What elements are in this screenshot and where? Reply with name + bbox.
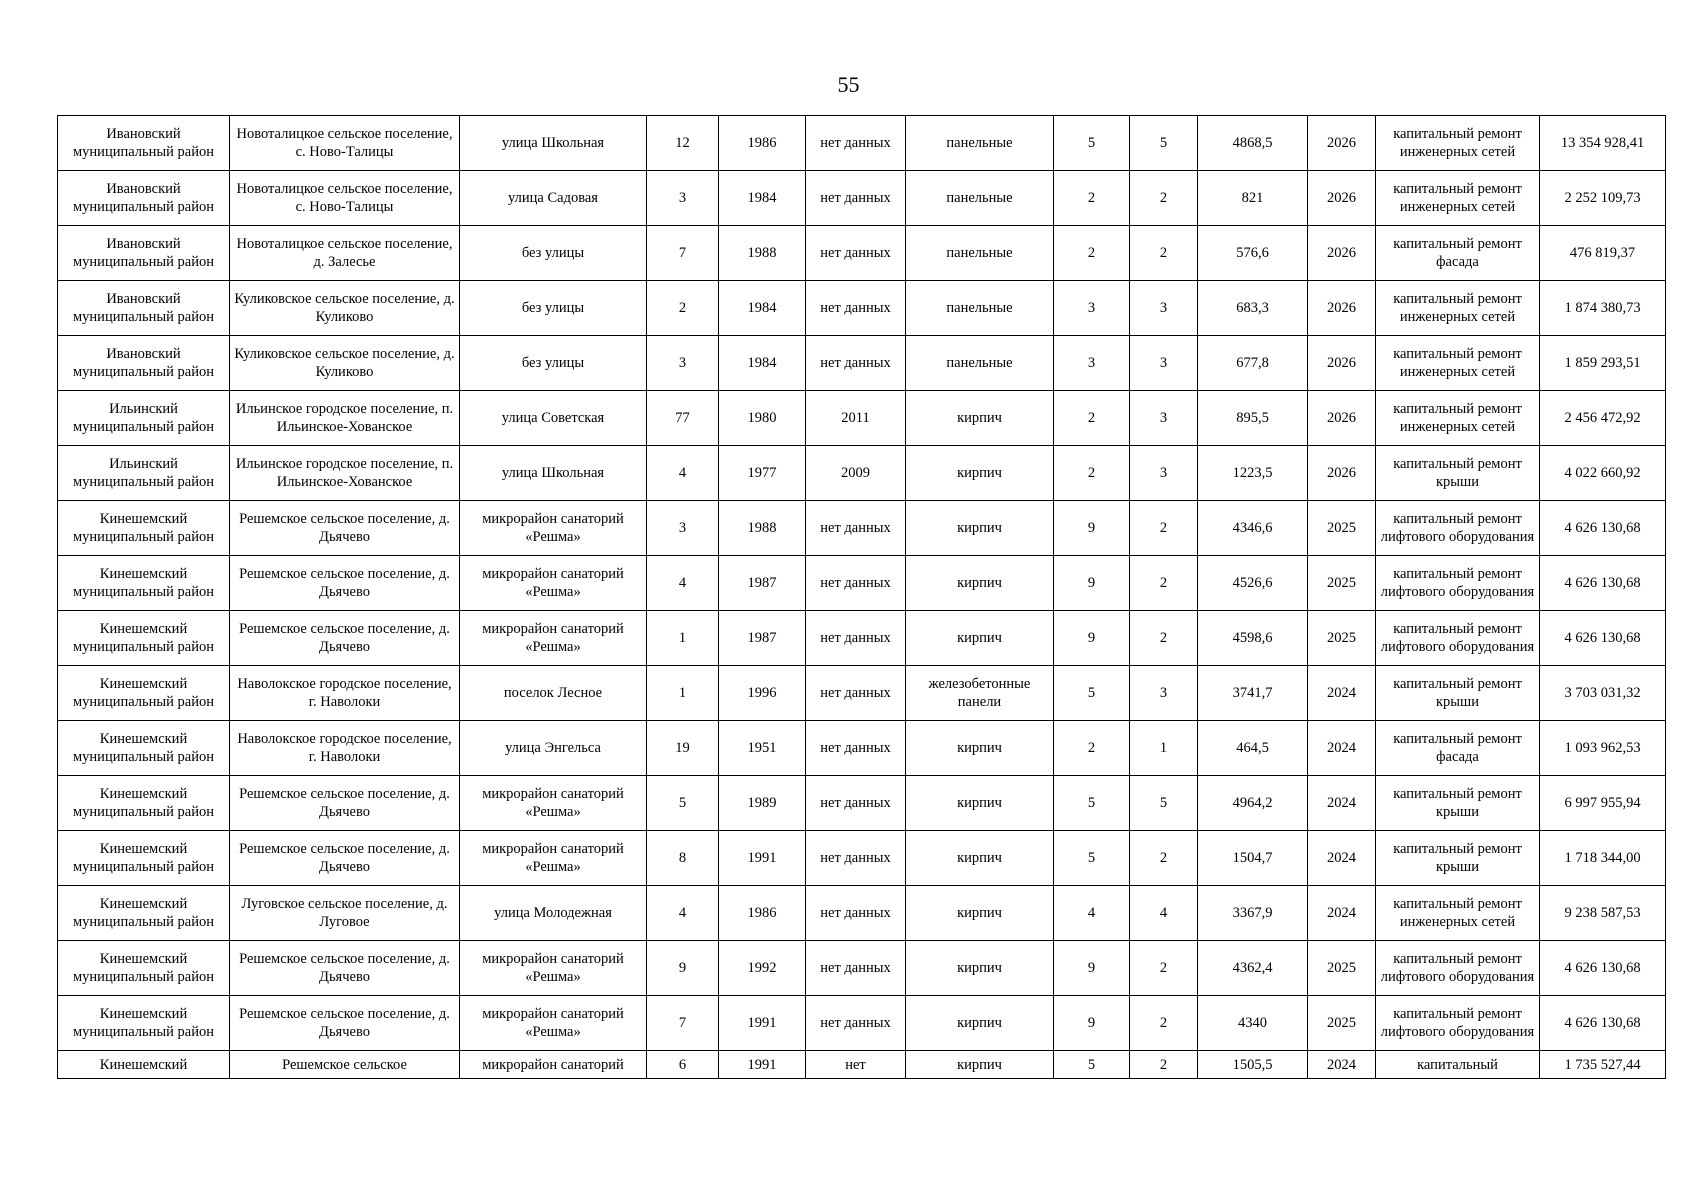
cell-plan-year: 2024 <box>1308 886 1376 941</box>
table-row <box>58 116 1666 171</box>
table-row <box>58 886 1666 941</box>
cell-cost: 4 626 130,68 <box>1540 941 1666 996</box>
cell-cost: 4 022 660,92 <box>1540 446 1666 501</box>
table-row <box>58 1051 1666 1079</box>
cell-cost: 476 819,37 <box>1540 226 1666 281</box>
cell-street: микрорайон санаторий «Решма» <box>460 831 647 886</box>
cell-settlement: Решемское сельское поселение, д. Дьячево <box>230 776 460 831</box>
cell-plan-year: 2026 <box>1308 446 1376 501</box>
cell-plan-year: 2025 <box>1308 941 1376 996</box>
cell-entrances: 3 <box>1130 391 1198 446</box>
table-row <box>58 226 1666 281</box>
cell-area: 4340 <box>1198 996 1308 1051</box>
cell-year-overhaul: нет данных <box>806 281 906 336</box>
cell-year-overhaul: нет данных <box>806 996 906 1051</box>
cell-work-type: капитальный ремонт фасада <box>1376 721 1540 776</box>
cell-floors: 2 <box>1054 226 1130 281</box>
cell-floors: 5 <box>1054 831 1130 886</box>
cell-plan-year: 2024 <box>1308 666 1376 721</box>
cell-settlement: Наволокское городское поселение, г. Наволоки <box>230 721 460 776</box>
cell-area: 4346,6 <box>1198 501 1308 556</box>
cell-year-built: 1980 <box>719 391 806 446</box>
cell-house: 3 <box>647 171 719 226</box>
cell-wall-material: железобетонные панели <box>906 666 1054 721</box>
cell-street: микрорайон санаторий «Решма» <box>460 996 647 1051</box>
cell-house: 2 <box>647 281 719 336</box>
cell-area: 821 <box>1198 171 1308 226</box>
cell-district: Кинешемский муниципальный район <box>58 501 230 556</box>
cell-entrances: 2 <box>1130 501 1198 556</box>
cell-wall-material: кирпич <box>906 941 1054 996</box>
cell-cost: 1 718 344,00 <box>1540 831 1666 886</box>
cell-year-built: 1986 <box>719 886 806 941</box>
cell-area: 4598,6 <box>1198 611 1308 666</box>
table-row <box>58 996 1666 1051</box>
cell-settlement: Ильинское городское поселение, п. Ильинское-Хованское <box>230 391 460 446</box>
cell-floors: 3 <box>1054 281 1130 336</box>
cell-settlement: Решемское сельское поселение, д. Дьячево <box>230 831 460 886</box>
cell-plan-year: 2026 <box>1308 336 1376 391</box>
cell-area: 1223,5 <box>1198 446 1308 501</box>
cell-entrances: 2 <box>1130 996 1198 1051</box>
cell-year-overhaul: 2011 <box>806 391 906 446</box>
cell-area: 464,5 <box>1198 721 1308 776</box>
cell-area: 3367,9 <box>1198 886 1308 941</box>
cell-wall-material: панельные <box>906 171 1054 226</box>
cell-street: улица Школьная <box>460 446 647 501</box>
cell-entrances: 3 <box>1130 281 1198 336</box>
cell-settlement: Решемское сельское поселение, д. Дьячево <box>230 996 460 1051</box>
cell-district: Кинешемский муниципальный район <box>58 721 230 776</box>
cell-work-type: капитальный ремонт крыши <box>1376 446 1540 501</box>
cell-house: 19 <box>647 721 719 776</box>
cell-floors: 9 <box>1054 611 1130 666</box>
cell-wall-material: кирпич <box>906 886 1054 941</box>
cell-cost: 1 859 293,51 <box>1540 336 1666 391</box>
cell-work-type: капитальный ремонт инженерных сетей <box>1376 336 1540 391</box>
table-row <box>58 446 1666 501</box>
cell-district: Кинешемский муниципальный район <box>58 996 230 1051</box>
cell-work-type: капитальный ремонт инженерных сетей <box>1376 116 1540 171</box>
cell-street: улица Молодежная <box>460 886 647 941</box>
cell-entrances: 2 <box>1130 831 1198 886</box>
cell-street: микрорайон санаторий «Решма» <box>460 501 647 556</box>
cell-work-type: капитальный ремонт лифтового оборудования <box>1376 996 1540 1051</box>
cell-area: 4362,4 <box>1198 941 1308 996</box>
cell-cost: 6 997 955,94 <box>1540 776 1666 831</box>
cell-entrances: 2 <box>1130 171 1198 226</box>
cell-floors: 2 <box>1054 721 1130 776</box>
cell-work-type: капитальный ремонт крыши <box>1376 776 1540 831</box>
cell-plan-year: 2026 <box>1308 391 1376 446</box>
cell-floors: 2 <box>1054 446 1130 501</box>
cell-house: 7 <box>647 226 719 281</box>
housing-repair-table <box>57 115 1666 1079</box>
cell-street: без улицы <box>460 281 647 336</box>
cell-area: 1505,5 <box>1198 1051 1308 1079</box>
cell-cost: 4 626 130,68 <box>1540 996 1666 1051</box>
cell-entrances: 3 <box>1130 446 1198 501</box>
table-row <box>58 556 1666 611</box>
cell-settlement: Куликовское сельское поселение, д. Куликово <box>230 281 460 336</box>
table-row <box>58 776 1666 831</box>
cell-entrances: 5 <box>1130 116 1198 171</box>
cell-wall-material: кирпич <box>906 1051 1054 1079</box>
cell-cost: 2 252 109,73 <box>1540 171 1666 226</box>
table-row <box>58 941 1666 996</box>
cell-district: Ивановский муниципальный район <box>58 336 230 391</box>
cell-wall-material: панельные <box>906 226 1054 281</box>
cell-cost: 4 626 130,68 <box>1540 556 1666 611</box>
cell-wall-material: кирпич <box>906 831 1054 886</box>
cell-district: Ивановский муниципальный район <box>58 281 230 336</box>
cell-plan-year: 2024 <box>1308 1051 1376 1079</box>
cell-year-built: 1987 <box>719 556 806 611</box>
cell-settlement: Новоталицкое сельское поселение, с. Ново-Талицы <box>230 171 460 226</box>
cell-year-overhaul: нет данных <box>806 556 906 611</box>
cell-floors: 5 <box>1054 1051 1130 1079</box>
cell-street: микрорайон санаторий «Решма» <box>460 941 647 996</box>
cell-work-type: капитальный ремонт инженерных сетей <box>1376 391 1540 446</box>
cell-house: 1 <box>647 611 719 666</box>
cell-cost: 4 626 130,68 <box>1540 611 1666 666</box>
cell-district: Кинешемский муниципальный район <box>58 666 230 721</box>
cell-work-type: капитальный ремонт инженерных сетей <box>1376 281 1540 336</box>
cell-floors: 3 <box>1054 336 1130 391</box>
cell-settlement: Новоталицкое сельское поселение, д. Залесье <box>230 226 460 281</box>
cell-area: 677,8 <box>1198 336 1308 391</box>
cell-floors: 2 <box>1054 171 1130 226</box>
cell-street: улица Советская <box>460 391 647 446</box>
cell-house: 6 <box>647 1051 719 1079</box>
cell-year-overhaul: нет данных <box>806 116 906 171</box>
cell-street: микрорайон санаторий «Решма» <box>460 776 647 831</box>
page-number: 55 <box>837 72 860 97</box>
cell-house: 4 <box>647 446 719 501</box>
cell-floors: 5 <box>1054 666 1130 721</box>
cell-street: без улицы <box>460 226 647 281</box>
cell-work-type: капитальный ремонт крыши <box>1376 831 1540 886</box>
cell-district: Ивановский муниципальный район <box>58 171 230 226</box>
cell-area: 576,6 <box>1198 226 1308 281</box>
cell-work-type: капитальный ремонт инженерных сетей <box>1376 886 1540 941</box>
cell-year-overhaul: нет <box>806 1051 906 1079</box>
cell-house: 3 <box>647 501 719 556</box>
cell-settlement: Решемское сельское поселение, д. Дьячево <box>230 611 460 666</box>
cell-year-built: 1984 <box>719 281 806 336</box>
cell-street: улица Школьная <box>460 116 647 171</box>
cell-house: 8 <box>647 831 719 886</box>
cell-plan-year: 2026 <box>1308 281 1376 336</box>
cell-year-overhaul: нет данных <box>806 666 906 721</box>
cell-district: Кинешемский муниципальный район <box>58 831 230 886</box>
cell-plan-year: 2024 <box>1308 831 1376 886</box>
cell-cost: 2 456 472,92 <box>1540 391 1666 446</box>
cell-plan-year: 2025 <box>1308 556 1376 611</box>
cell-plan-year: 2026 <box>1308 116 1376 171</box>
cell-plan-year: 2026 <box>1308 171 1376 226</box>
cell-year-built: 1984 <box>719 171 806 226</box>
cell-year-overhaul: нет данных <box>806 336 906 391</box>
cell-entrances: 3 <box>1130 666 1198 721</box>
cell-street: улица Садовая <box>460 171 647 226</box>
cell-entrances: 2 <box>1130 611 1198 666</box>
cell-area: 683,3 <box>1198 281 1308 336</box>
cell-street: улица Энгельса <box>460 721 647 776</box>
cell-year-overhaul: нет данных <box>806 226 906 281</box>
cell-work-type: капитальный ремонт фасада <box>1376 226 1540 281</box>
cell-settlement: Наволокское городское поселение, г. Наволоки <box>230 666 460 721</box>
cell-year-built: 1984 <box>719 336 806 391</box>
cell-year-built: 1988 <box>719 501 806 556</box>
cell-wall-material: кирпич <box>906 446 1054 501</box>
cell-year-overhaul: 2009 <box>806 446 906 501</box>
table-row <box>58 336 1666 391</box>
cell-district: Ивановский муниципальный район <box>58 116 230 171</box>
cell-cost: 1 874 380,73 <box>1540 281 1666 336</box>
cell-cost: 13 354 928,41 <box>1540 116 1666 171</box>
cell-floors: 9 <box>1054 556 1130 611</box>
cell-plan-year: 2025 <box>1308 996 1376 1051</box>
cell-entrances: 3 <box>1130 336 1198 391</box>
cell-year-overhaul: нет данных <box>806 831 906 886</box>
cell-work-type: капитальный ремонт лифтового оборудования <box>1376 611 1540 666</box>
cell-settlement: Новоталицкое сельское поселение, с. Ново-Талицы <box>230 116 460 171</box>
cell-settlement: Решемское сельское поселение, д. Дьячево <box>230 941 460 996</box>
cell-year-built: 1991 <box>719 831 806 886</box>
cell-wall-material: кирпич <box>906 721 1054 776</box>
cell-street: поселок Лесное <box>460 666 647 721</box>
cell-entrances: 4 <box>1130 886 1198 941</box>
cell-work-type: капитальный ремонт лифтового оборудования <box>1376 941 1540 996</box>
cell-entrances: 1 <box>1130 721 1198 776</box>
cell-year-built: 1986 <box>719 116 806 171</box>
cell-year-overhaul: нет данных <box>806 611 906 666</box>
cell-area: 4964,2 <box>1198 776 1308 831</box>
cell-street: микрорайон санаторий «Решма» <box>460 611 647 666</box>
cell-floors: 2 <box>1054 391 1130 446</box>
cell-settlement: Решемское сельское поселение, д. Дьячево <box>230 501 460 556</box>
cell-wall-material: кирпич <box>906 776 1054 831</box>
cell-street: микрорайон санаторий <box>460 1051 647 1079</box>
cell-year-built: 1989 <box>719 776 806 831</box>
cell-year-built: 1977 <box>719 446 806 501</box>
table-row <box>58 831 1666 886</box>
cell-wall-material: кирпич <box>906 391 1054 446</box>
cell-year-built: 1987 <box>719 611 806 666</box>
cell-settlement: Решемское сельское поселение, д. Дьячево <box>230 556 460 611</box>
cell-year-overhaul: нет данных <box>806 941 906 996</box>
cell-cost: 1 735 527,44 <box>1540 1051 1666 1079</box>
cell-year-overhaul: нет данных <box>806 721 906 776</box>
cell-house: 77 <box>647 391 719 446</box>
cell-area: 1504,7 <box>1198 831 1308 886</box>
cell-year-overhaul: нет данных <box>806 886 906 941</box>
cell-house: 7 <box>647 996 719 1051</box>
cell-entrances: 2 <box>1130 556 1198 611</box>
cell-plan-year: 2024 <box>1308 721 1376 776</box>
table-row <box>58 391 1666 446</box>
cell-house: 12 <box>647 116 719 171</box>
cell-house: 4 <box>647 886 719 941</box>
cell-area: 3741,7 <box>1198 666 1308 721</box>
cell-district: Кинешемский муниципальный район <box>58 941 230 996</box>
cell-district: Кинешемский муниципальный район <box>58 611 230 666</box>
cell-settlement: Куликовское сельское поселение, д. Куликово <box>230 336 460 391</box>
cell-wall-material: панельные <box>906 116 1054 171</box>
cell-cost: 3 703 031,32 <box>1540 666 1666 721</box>
table-row <box>58 666 1666 721</box>
cell-district: Кинешемский муниципальный район <box>58 556 230 611</box>
cell-cost: 1 093 962,53 <box>1540 721 1666 776</box>
cell-area: 4526,6 <box>1198 556 1308 611</box>
cell-house: 9 <box>647 941 719 996</box>
cell-settlement: Луговское сельское поселение, д. Луговое <box>230 886 460 941</box>
table-row <box>58 721 1666 776</box>
cell-floors: 9 <box>1054 996 1130 1051</box>
cell-district: Кинешемский муниципальный район <box>58 776 230 831</box>
cell-floors: 5 <box>1054 776 1130 831</box>
cell-district: Кинешемский <box>58 1051 230 1079</box>
cell-wall-material: кирпич <box>906 501 1054 556</box>
cell-entrances: 2 <box>1130 941 1198 996</box>
cell-work-type: капитальный <box>1376 1051 1540 1079</box>
cell-year-built: 1991 <box>719 1051 806 1079</box>
table-row <box>58 611 1666 666</box>
cell-street: микрорайон санаторий «Решма» <box>460 556 647 611</box>
cell-year-built: 1951 <box>719 721 806 776</box>
cell-district: Ильинский муниципальный район <box>58 391 230 446</box>
cell-cost: 9 238 587,53 <box>1540 886 1666 941</box>
cell-wall-material: панельные <box>906 336 1054 391</box>
table-body <box>58 116 1666 1079</box>
cell-floors: 9 <box>1054 941 1130 996</box>
cell-plan-year: 2025 <box>1308 611 1376 666</box>
cell-year-built: 1988 <box>719 226 806 281</box>
cell-floors: 4 <box>1054 886 1130 941</box>
table-row <box>58 501 1666 556</box>
cell-work-type: капитальный ремонт крыши <box>1376 666 1540 721</box>
cell-house: 5 <box>647 776 719 831</box>
cell-year-built: 1991 <box>719 996 806 1051</box>
cell-year-overhaul: нет данных <box>806 776 906 831</box>
table-row <box>58 171 1666 226</box>
cell-work-type: капитальный ремонт инженерных сетей <box>1376 171 1540 226</box>
cell-settlement: Ильинское городское поселение, п. Ильинское-Хованское <box>230 446 460 501</box>
table-row <box>58 281 1666 336</box>
cell-house: 4 <box>647 556 719 611</box>
cell-entrances: 2 <box>1130 1051 1198 1079</box>
cell-settlement: Решемское сельское <box>230 1051 460 1079</box>
cell-work-type: капитальный ремонт лифтового оборудования <box>1376 501 1540 556</box>
cell-entrances: 5 <box>1130 776 1198 831</box>
cell-plan-year: 2024 <box>1308 776 1376 831</box>
cell-street: без улицы <box>460 336 647 391</box>
cell-wall-material: кирпич <box>906 996 1054 1051</box>
cell-area: 895,5 <box>1198 391 1308 446</box>
cell-district: Ильинский муниципальный район <box>58 446 230 501</box>
cell-district: Ивановский муниципальный район <box>58 226 230 281</box>
cell-cost: 4 626 130,68 <box>1540 501 1666 556</box>
cell-wall-material: кирпич <box>906 556 1054 611</box>
cell-year-built: 1992 <box>719 941 806 996</box>
cell-entrances: 2 <box>1130 226 1198 281</box>
cell-floors: 5 <box>1054 116 1130 171</box>
cell-district: Кинешемский муниципальный район <box>58 886 230 941</box>
cell-year-overhaul: нет данных <box>806 501 906 556</box>
cell-house: 3 <box>647 336 719 391</box>
cell-work-type: капитальный ремонт лифтового оборудования <box>1376 556 1540 611</box>
cell-year-overhaul: нет данных <box>806 171 906 226</box>
cell-plan-year: 2026 <box>1308 226 1376 281</box>
cell-wall-material: панельные <box>906 281 1054 336</box>
cell-floors: 9 <box>1054 501 1130 556</box>
cell-house: 1 <box>647 666 719 721</box>
cell-area: 4868,5 <box>1198 116 1308 171</box>
cell-plan-year: 2025 <box>1308 501 1376 556</box>
cell-year-built: 1996 <box>719 666 806 721</box>
cell-wall-material: кирпич <box>906 611 1054 666</box>
